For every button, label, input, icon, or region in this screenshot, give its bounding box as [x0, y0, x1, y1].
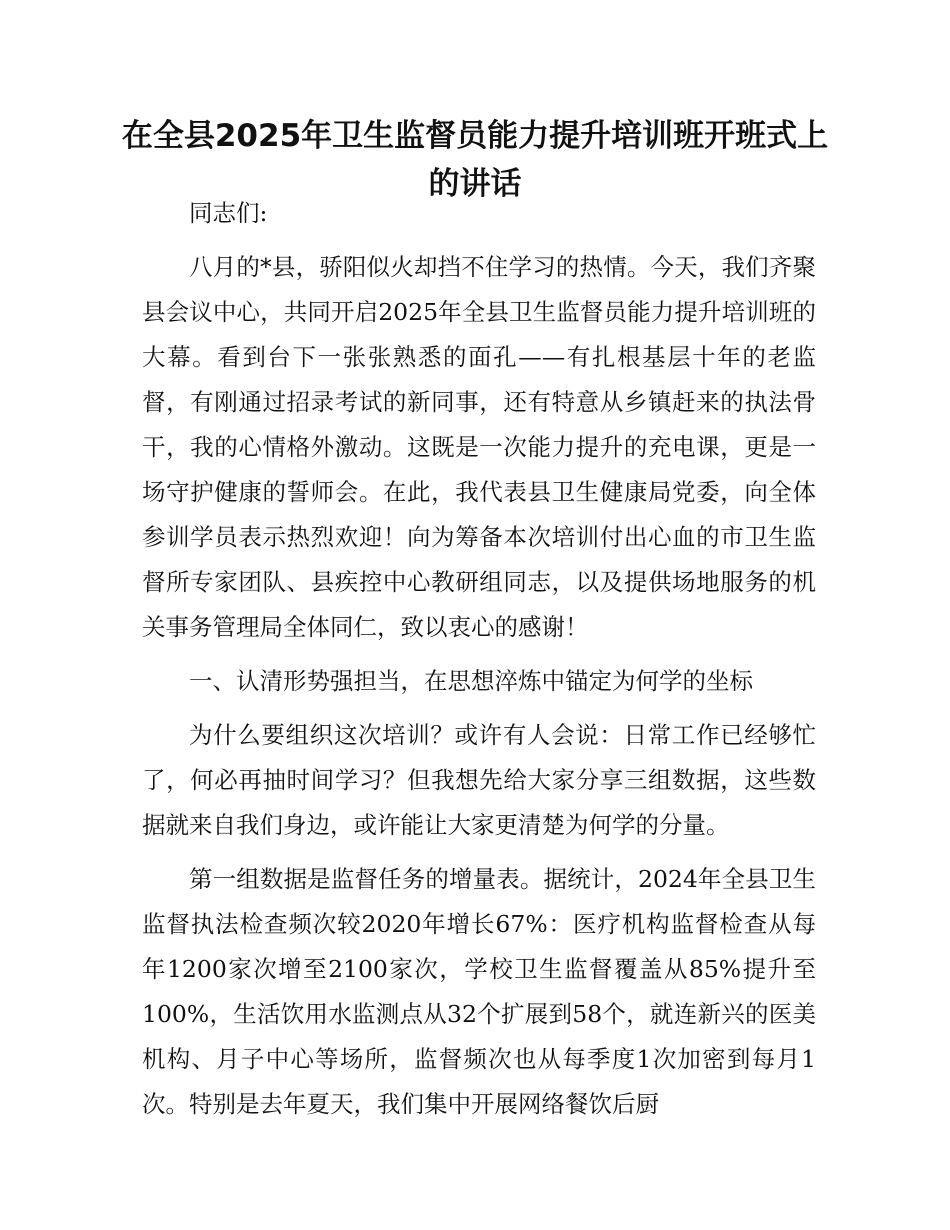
body-paragraph: 为什么要组织这次培训？或许有人会说：日常工作已经够忙了，何必再抽时间学习？但我想先给大家分享三组数据，这些数据就来自我们身边，或许能让大家更清楚为何学的分量。: [142, 721, 816, 839]
document-title: 在全县2025年卫生监督员能力提升培训班开班式上的讲话: [121, 118, 829, 202]
body-paragraph: 第一组数据是监督任务的增量表。据统计，2024年全县卫生监督执法检查频次较2020年增长67%：医疗机构监督检查从每年1200家次增至2100家次，学校卫生监督覆盖从85%提升至100%，生活饮用水监测点从32个扩展到58个，就连新兴的医美机构、月子中心等场所，监督频次也从每季度1次加密到每月1次。特别是去年夏天，我们集中开展网络餐饮后厨: [142, 865, 816, 1118]
salutation: 同志们:: [189, 199, 268, 227]
document-body: [142, 191, 816, 1136]
body-paragraph: 八月的*县，骄阳似火却挡不住学习的热情。今天，我们齐聚县会议中心，共同开启2025年全县卫生监督员能力提升培训班的大幕。看到台下一张张熟悉的面孔——有扎根基层十年的老监督，有刚通过招录考试的新同事，还有特意从乡镇赶来的执法骨干，我的心情格外激动。这既是一次能力提升的充电课，更是一场守护健康的誓师会。在此，我代表县卫生健康局党委，向全体参训学员表示热烈欢迎！向为筹备本次培训付出心血的市卫生监督所专家团队、县疾控中心教研组同志，以及提供场地服务的机关事务管理局全体同仁，致以衷心的感谢！: [142, 253, 816, 641]
section-heading: 一、认清形势强担当，在思想淬炼中锚定为何学的坐标: [189, 667, 753, 695]
